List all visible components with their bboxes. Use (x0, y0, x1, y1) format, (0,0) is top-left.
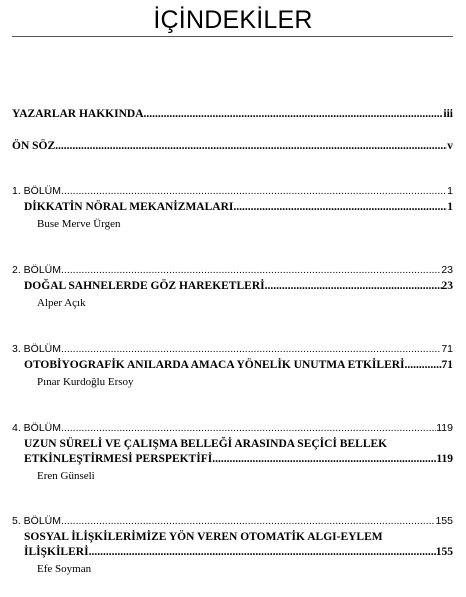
chapter-page: 1 (447, 185, 453, 197)
toc-entry-yazarlar[interactable] (12, 108, 453, 120)
title-divider (12, 36, 453, 37)
dot-leader (265, 280, 442, 292)
dot-leader (61, 185, 447, 197)
chapter-page: 155 (435, 515, 453, 527)
dot-leader (61, 515, 435, 527)
chapter-heading-3[interactable] (12, 343, 453, 355)
toc-entry-onsoz[interactable] (12, 140, 453, 152)
chapter-title-page: 155 (435, 546, 453, 558)
dot-leader (61, 343, 441, 355)
chapter-title-text: DİKKATİN NÖRAL MEKANİZMALARI (24, 201, 234, 213)
dot-leader (89, 546, 436, 558)
chapter-author-5: Efe Soyman (37, 563, 92, 575)
chapter-title-5-line1[interactable]: SOSYAL İLİŞKİLERİMİZE YÖN VEREN OTOMATİK ALGI-EYLEM (24, 531, 383, 543)
chapter-title-5[interactable] (24, 546, 453, 558)
chapter-page: 119 (436, 422, 453, 434)
chapter-title-page: 1 (447, 201, 453, 213)
chapter-title-page: 71 (441, 359, 453, 371)
chapter-label: 5. BÖLÜM (12, 515, 62, 527)
dot-leader (61, 264, 441, 276)
chapter-title-3[interactable] (24, 359, 453, 371)
chapter-label: 1. BÖLÜM (12, 185, 62, 197)
chapter-title-4-line1[interactable]: UZUN SÜRELİ VE ÇALIŞMA BELLEĞİ ARASINDA SEÇİCİ BELLEK (24, 438, 388, 450)
chapter-author-1: Buse Merve Ürgen (37, 218, 121, 230)
chapter-title-text: ETKİNLEŞTİRMESİ PERSPEKTİFİ (24, 453, 213, 465)
chapter-heading-1[interactable] (12, 185, 453, 197)
chapter-author-4: Eren Günseli (37, 470, 95, 482)
toc-entry-page: iii (443, 108, 453, 120)
dot-leader (61, 422, 436, 434)
chapter-author-2: Alper Açık (37, 297, 86, 309)
chapter-title-2[interactable] (24, 280, 453, 292)
chapter-label: 2. BÖLÜM (12, 264, 62, 276)
dot-leader (405, 359, 442, 371)
chapter-title-page: 119 (436, 453, 453, 465)
chapter-heading-5[interactable] (12, 515, 453, 527)
toc-entry-label: YAZARLAR HAKKINDA (12, 108, 144, 120)
chapter-heading-4[interactable] (12, 422, 453, 434)
toc-entry-label: ÖN SÖZ (12, 140, 56, 152)
dot-leader (233, 201, 447, 213)
toc-entry-page: v (447, 140, 453, 152)
chapter-title-1[interactable] (24, 201, 453, 213)
chapter-page: 71 (441, 343, 453, 355)
chapter-title-text: İLİŞKİLERİ (24, 546, 89, 558)
chapter-label: 4. BÖLÜM (12, 422, 62, 434)
dot-leader (55, 140, 447, 152)
chapter-author-3: Pınar Kurdoğlu Ersoy (37, 376, 134, 388)
page-title: İÇİNDEKİLER (153, 6, 313, 34)
chapter-title-page: 23 (441, 280, 453, 292)
chapter-title-text: DOĞAL SAHNELERDE GÖZ HAREKETLERİ (24, 280, 265, 292)
chapter-title-text: OTOBİYOGRAFİK ANILARDA AMACA YÖNELİK UNUTMA ETKİLERİ (24, 359, 405, 371)
dot-leader (144, 108, 444, 120)
chapter-page: 23 (441, 264, 453, 276)
chapter-heading-2[interactable] (12, 264, 453, 276)
chapter-title-4[interactable] (24, 453, 453, 465)
dot-leader (212, 453, 436, 465)
chapter-label: 3. BÖLÜM (12, 343, 62, 355)
